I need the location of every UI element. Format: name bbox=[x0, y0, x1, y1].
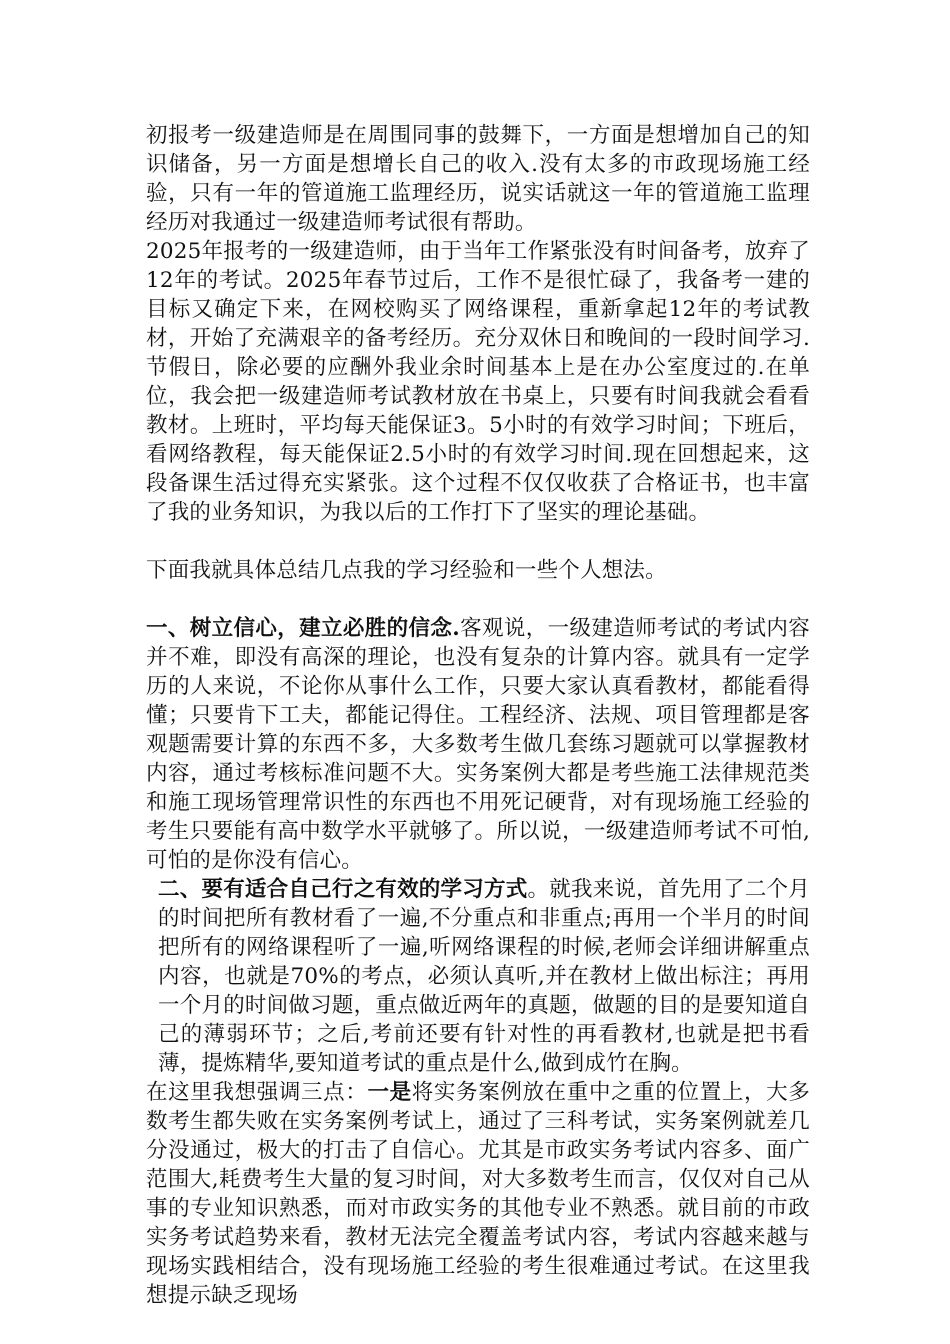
point-one-body: 客观说，一级建造师考试的考试内容并不难，即没有高深的理论，也没有复杂的计算内容。就具有一定学历的人来说，不论你从事什么工作，只要大家认真看教材，都能看得懂；只要肯下工夫，都能记得住。工程经济、法规、项目管理都是客观题需要计算的东西不多，大多数考生做几套练习题就可以掌握教材内容，通过考核标准问题不大。实务案例大都是考些施工法律规范类和施工现场管理常识性的东西也不用死记硬背，对有现场施工经验的考生只要能有高中数学水平就够了。所以说，一级建造师考试不可怕,可怕的是你没有信心。 bbox=[146, 616, 810, 873]
paragraph-spacer bbox=[146, 527, 810, 556]
three-points-body: 将实务案例放在重中之重的位置上，大多数考生都失败在实务案例考试上，通过了三科考试，实务案例就差几分没通过，极大的打击了自信心。尤其是市政实务考试内容多、面广范围大,耗费考生大量的复习时间，对大多数考生而言，仅仅对自己从事的专业知识熟悉，而对市政实务的其他专业不熟悉。就目前的市政实务考试趋势来看，教材无法完全覆盖考试内容，考试内容越来越与现场实践相结合，没有现场施工经验的考生很难通过考试。在这里我想提示缺乏现场 bbox=[146, 1080, 810, 1308]
paragraph-preparation: 2025年报考的一级建造师，由于当年工作紧张没有时间备考，放弃了12年的考试。2025年春节过后，工作不是很忙碌了，我备考一建的目标又确定下来，在网校购买了网络课程，重新拿起12年的考试教材，开始了充满艰辛的备考经历。充分双休日和晚间的一段时间学习.节假日，除必要的应酬外我业余时间基本上是在办公室度过的.在单位，我会把一级建造师考试教材放在书桌上，只要有时间我就会看看教材。上班时，平均每天能保证3。5小时的有效学习时间；下班后，看网络教程，每天能保证2.5小时的有效学习时间.现在回想起来，这段备课生活过得充实紧张。这个过程不仅仅收获了合格证书，也丰富了我的业务知识，为我以后的工作打下了坚实的理论基础。 bbox=[146, 239, 810, 525]
point-two-body: 。就我来说，首先用了二个月的时间把所有教材看了一遍,不分重点和非重点;再用一个半月的时间把所有的网络课程听了一遍,听网络课程的时候,老师会详细讲解重点内容，也就是70%的考点，必须认真听,并在教材上做出标注；再用一个月的时间做习题，重点做近两年的真题，做题的目的是要知道自己的薄弱环节；之后,考前还要有针对性的再看教材,也就是把书看薄，提炼精华,要知道考试的重点是什么,做到成竹在胸。 bbox=[158, 877, 810, 1076]
three-points-mark: 一是 bbox=[367, 1080, 412, 1105]
paragraph-point-two bbox=[146, 875, 810, 1078]
paragraph-three-points bbox=[146, 1078, 810, 1310]
point-two-heading: 二、要有适合自己行之有效的学习方式 bbox=[158, 877, 528, 902]
paragraph-summary-lead: 下面我就具体总结几点我的学习经验和一些个人想法。 bbox=[146, 558, 667, 583]
paragraph-intro: 初报考一级建造师是在周围同事的鼓舞下，一方面是想增加自己的知识储备，另一方面是想增长自己的收入.没有太多的市政现场施工经验，只有一年的管道施工监理经历，说实话就这一年的管道施工监理经历对我通过一级建造师考试很有帮助。 bbox=[146, 123, 810, 235]
point-one-heading: 一、树立信心，建立必胜的信念. bbox=[146, 616, 460, 641]
document-page bbox=[146, 121, 810, 1310]
three-points-lead: 在这里我想强调三点： bbox=[146, 1080, 368, 1105]
paragraph-spacer bbox=[146, 585, 810, 614]
paragraph-point-one bbox=[146, 614, 810, 875]
